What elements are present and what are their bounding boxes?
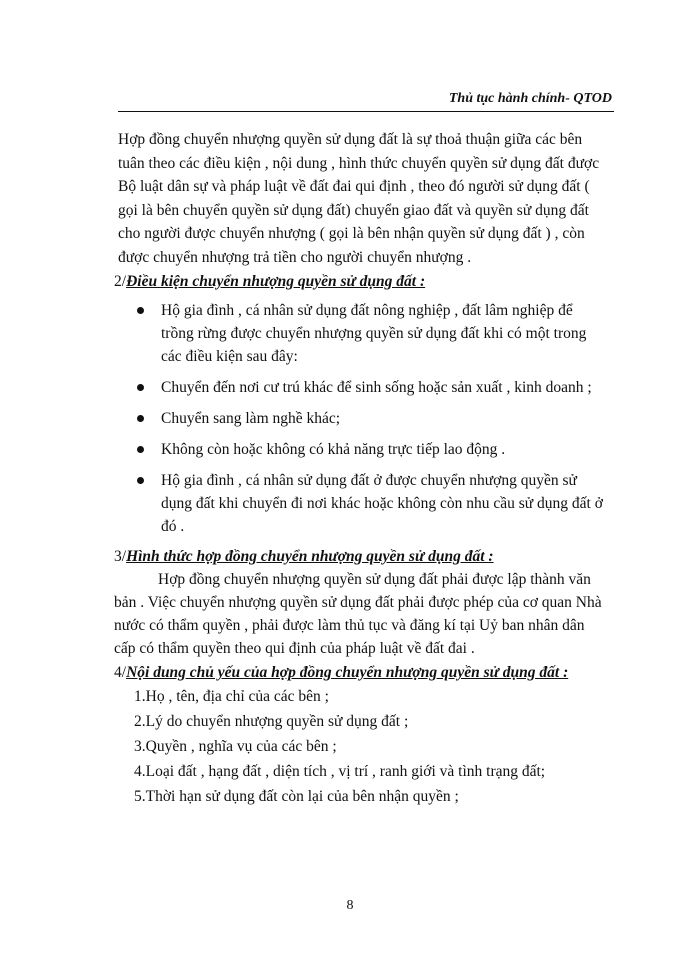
section-3-paragraph: Hợp đồng chuyển nhượng quyền sử dụng đất phải được lập thành văn bản . Việc chuyển nhượng quyền sử dụng đất phải được phép của cơ quan Nhà nước có thẩm quyền , phải được làm thủ tục và đăng kí tại Uỷ ban nhân dân cấp có thẩm quyền theo qui định của pháp luật về đất đai . xyxy=(114,571,602,657)
section-2-number: 2/ xyxy=(114,273,127,290)
list-item-text: Chuyển đến nơi cư trú khác để sinh sống hoặc sản xuất , kinh doanh ; xyxy=(161,379,592,396)
section-3-title: Hình thức hợp đồng chuyển nhượng quyền sử dụng đất : xyxy=(126,548,494,565)
list-item xyxy=(114,469,604,538)
list-item: 3.Quyền , nghĩa vụ của các bên ; xyxy=(134,738,337,755)
list-item xyxy=(114,407,604,430)
section-3-heading xyxy=(114,546,604,568)
running-header: Thủ tục hành chính- QTOD xyxy=(448,91,612,106)
bullet-icon xyxy=(137,477,144,484)
section-4-heading xyxy=(114,662,604,684)
section-4-number: 4/ xyxy=(114,664,127,681)
bullet-icon xyxy=(137,446,144,453)
intro-paragraph: Hợp đồng chuyển nhượng quyền sử dụng đất là sự thoả thuận giữa các bên tuân theo các điều kiện , nội dung , hình thức chuyển quyền sử dụng đất được Bộ luật dân sự và pháp luật về đất đai qui định , theo đó người sử dụng đất ( gọi là bên chuyển quyền sử dụng đất) chuyển giao đất và quyền sử dụng đất cho người được chuyển nhượng ( gọi là bên nhận quyền sử dụng đất ) , còn được chuyển nhượng trả tiền cho người chuyển nhượng . xyxy=(118,131,600,266)
header-rule xyxy=(118,111,614,112)
list-item: 1.Họ , tên, địa chỉ của các bên ; xyxy=(134,688,329,705)
list-item-text: Chuyển sang làm nghề khác; xyxy=(161,410,341,427)
bullet-icon xyxy=(137,307,144,314)
list-item: 4.Loại đất , hạng đất , diện tích , vị trí , ranh giới và tình trạng đất; xyxy=(134,763,546,780)
list-item xyxy=(114,438,604,461)
contract-contents-list xyxy=(114,684,604,809)
section-2-heading xyxy=(114,271,604,293)
page-body xyxy=(114,128,604,809)
list-item xyxy=(114,299,604,368)
conditions-list xyxy=(114,299,604,538)
section-4-title: Nội dung chủ yếu của hợp đồng chuyển nhượng quyền sử dụng đất : xyxy=(126,664,569,681)
list-item-text: Hộ gia đình , cá nhân sử dụng đất ở được chuyển nhượng quyền sử dụng đất khi chuyển đi nơi khác hoặc không còn nhu cầu sử dụng đất ở đó . xyxy=(161,472,603,535)
section-2-title: Điều kiện chuyển nhượng quyền sử dụng đất : xyxy=(126,273,426,290)
section-3-number: 3/ xyxy=(114,548,127,565)
list-item: 2.Lý do chuyển nhượng quyền sử dụng đất ; xyxy=(134,713,409,730)
list-item-text: Hộ gia đình , cá nhân sử dụng đất nông nghiệp , đất lâm nghiệp để trồng rừng được chuyển nhượng quyền sử dụng đất khi có một trong các điều kiện sau đây: xyxy=(161,302,587,365)
bullet-icon xyxy=(137,415,144,422)
list-item xyxy=(114,376,604,399)
list-item-text: Không còn hoặc không có khả năng trực tiếp lao động . xyxy=(161,441,506,458)
list-item: 5.Thời hạn sử dụng đất còn lại của bên nhận quyền ; xyxy=(134,788,459,805)
bullet-icon xyxy=(137,384,144,391)
page-number: 8 xyxy=(346,898,354,913)
